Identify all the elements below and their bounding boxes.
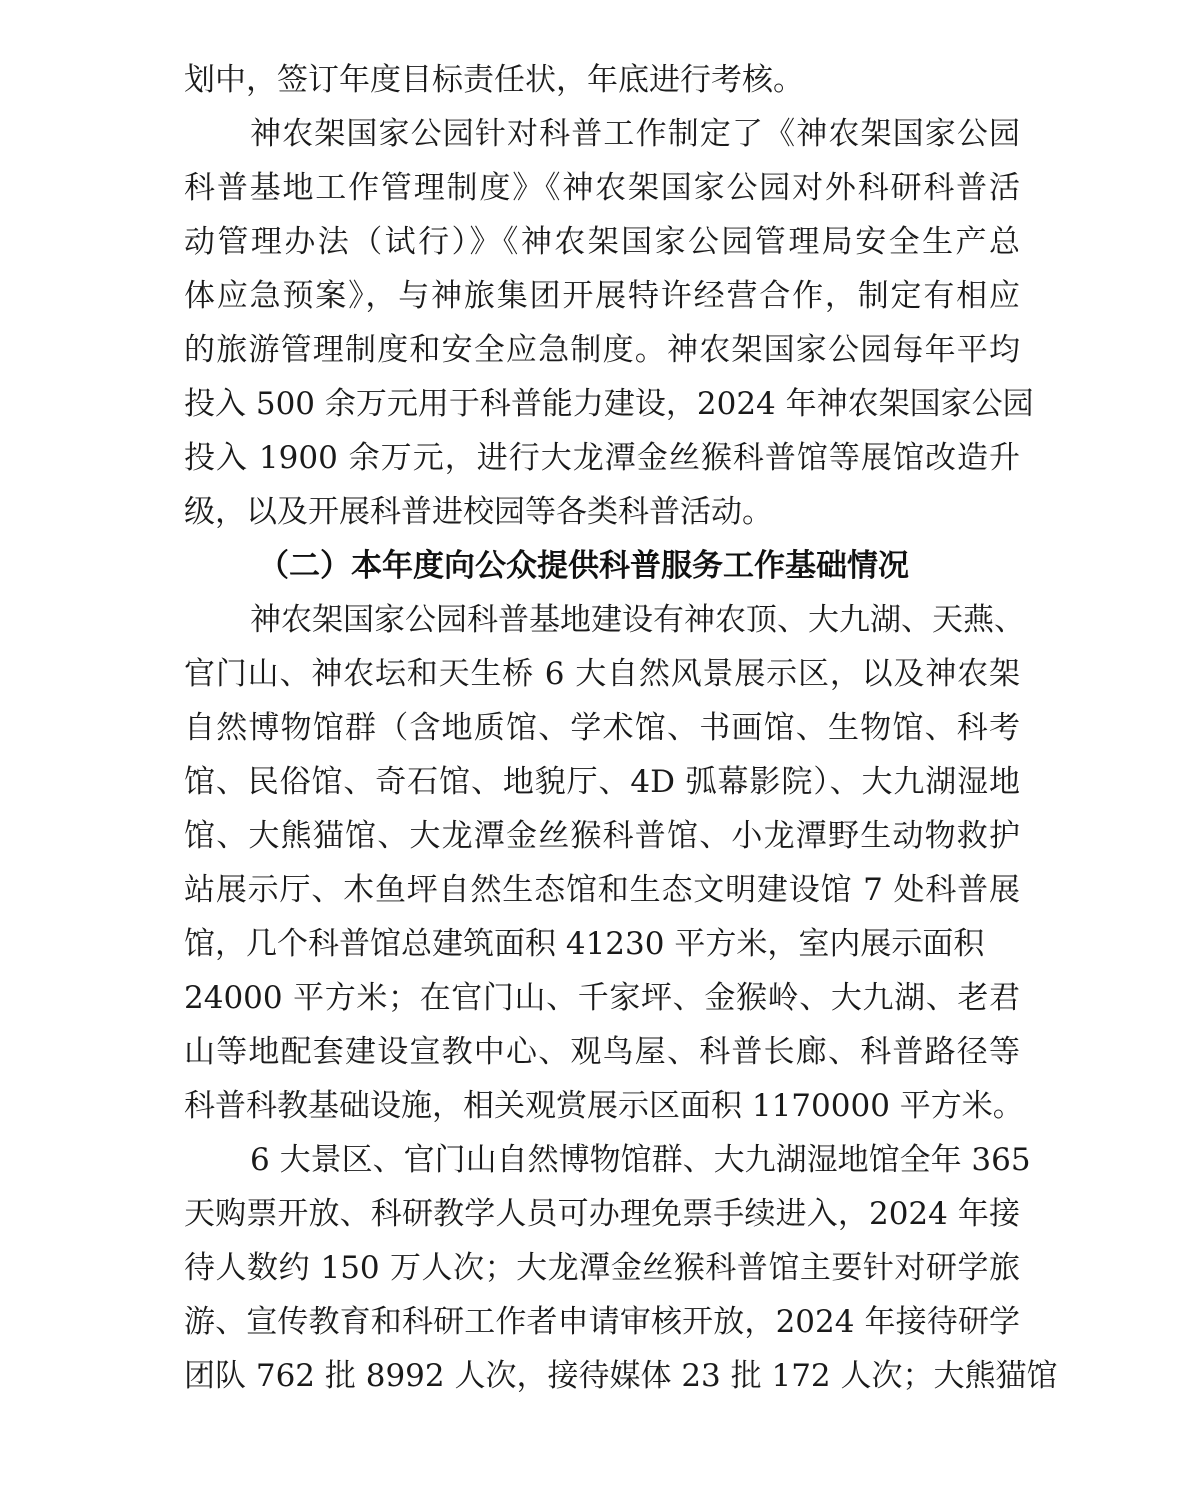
- paragraph-first-line: 神农架国家公园针对科普工作制定了《神农架国家公园: [250, 116, 1020, 152]
- paragraph-line: 待人数约 150 万人次；大龙潭金丝猴科普馆主要针对研学旅: [184, 1250, 1020, 1286]
- paragraph-line: 科普基地工作管理制度》《神农架国家公园对外科研科普活: [184, 170, 1020, 206]
- paragraph-line: 馆、大熊猫馆、大龙潭金丝猴科普馆、小龙潭野生动物救护: [184, 818, 1020, 854]
- paragraph-line: 划中，签订年度目标责任状，年底进行考核。: [184, 62, 804, 98]
- paragraph-line: 自然博物馆群（含地质馆、学术馆、书画馆、生物馆、科考: [184, 710, 1020, 746]
- paragraph-line: 科普科教基础设施，相关观赏展示区面积 1170000 平方米。: [184, 1088, 1024, 1124]
- paragraph-line: 官门山、神农坛和天生桥 6 大自然风景展示区，以及神农架: [184, 656, 1020, 692]
- paragraph-line: 投入 1900 余万元，进行大龙潭金丝猴科普馆等展馆改造升: [184, 440, 1020, 476]
- paragraph-line: 的旅游管理制度和安全应急制度。神农架国家公园每年平均: [184, 332, 1020, 368]
- paragraph-line: 动管理办法（试行）》《神农架国家公园管理局安全生产总: [184, 224, 1020, 260]
- paragraph-first-line: 6 大景区、官门山自然博物馆群、大九湖湿地馆全年 365: [250, 1142, 1031, 1178]
- paragraph-line: 站展示厅、木鱼坪自然生态馆和生态文明建设馆 7 处科普展: [184, 872, 1020, 908]
- paragraph-line: 体应急预案》，与神旅集团开展特许经营合作，制定有相应: [184, 278, 1020, 314]
- paragraph-first-line: 神农架国家公园科普基地建设有神农顶、大九湖、天燕、: [250, 602, 1025, 638]
- paragraph-line: 天购票开放、科研教学人员可办理免票手续进入，2024 年接: [184, 1196, 1020, 1232]
- paragraph-line: 级，以及开展科普进校园等各类科普活动。: [184, 494, 773, 530]
- paragraph-line: 山等地配套建设宣教中心、观鸟屋、科普长廊、科普路径等: [184, 1034, 1020, 1070]
- paragraph-line: 投入 500 余万元用于科普能力建设，2024 年神农架国家公园: [184, 386, 1034, 422]
- paragraph-line: 团队 762 批 8992 人次，接待媒体 23 批 172 人次；大熊猫馆: [184, 1358, 1058, 1394]
- paragraph-line: 24000 平方米；在官门山、千家坪、金猴岭、大九湖、老君: [184, 980, 1020, 1016]
- paragraph-line: 馆，几个科普馆总建筑面积 41230 平方米，室内展示面积: [184, 926, 985, 962]
- paragraph-line: 游、宣传教育和科研工作者申请审核开放，2024 年接待研学: [184, 1304, 1020, 1340]
- section-heading: （二）本年度向公众提供科普服务工作基础情况: [258, 548, 909, 584]
- paragraph-line: 馆、民俗馆、奇石馆、地貌厅、4D 弧幕影院）、大九湖湿地: [184, 764, 1020, 800]
